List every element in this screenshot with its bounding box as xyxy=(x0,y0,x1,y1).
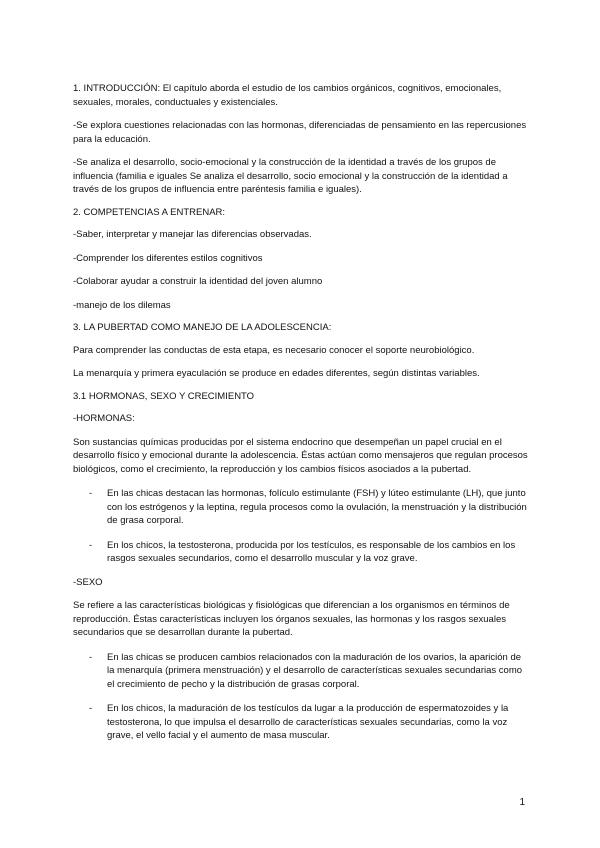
intro-paragraph: 1. INTRODUCCIÓN: El capítulo aborda el estudio de los cambios orgánicos, cognitivos, emocionales, sexuales, morales, conductuales y existenciales. xyxy=(73,83,502,108)
hormonas-paragraph: Son sustancias químicas producidas por el sistema endocrino que desempeñan un papel crucial en el desarrollo físico y emocional durante la adolescencia. Éstas actúan como mensajeros que regulan procesos biológicos, como el crecimiento, la reproducción y los cambios físicos asociados a la pubertad. xyxy=(73,436,528,475)
sexo-heading: -SEXO xyxy=(73,576,103,588)
section-subheading: 3.1 HORMONAS, SEXO Y CRECIMIENTO xyxy=(73,390,255,402)
pubertad-paragraph: La menarquía y primera eyaculación se produce en edades diferentes, según distintas variables. xyxy=(73,368,480,379)
competencia-item: -Comprender los diferentes estilos cognitivos xyxy=(73,252,263,264)
competencias-heading: 2. COMPETENCIAS A ENTRENAR: xyxy=(73,206,226,218)
list-item: - En las chicas se producen cambios relacionados con la maduración de los ovarios, la aparición de la menarquía (primera menstruación) y el desarrollo de características sexuales secundarias como el crecimiento de pecho y la distribución de grasas corporal. xyxy=(73,651,528,692)
sexo-list xyxy=(73,651,528,743)
competencia-item: -Saber, interpretar y manejar las diferencias observadas. xyxy=(73,229,312,240)
document-page xyxy=(73,82,528,743)
competencia-item: -Colaborar ayudar a construir la identidad del joven alumno xyxy=(73,276,323,287)
pubertad-heading: 3. LA PUBERTAD COMO MANEJO DE LA ADOLESCENCIA: xyxy=(73,322,332,333)
hormonas-heading: -HORMONAS: xyxy=(73,413,135,424)
list-item: - En los chicos, la testosterona, producida por los testículos, es responsable de los cambios en los rasgos sexuales secundarios, como el desarrollo muscular y la voz grave. xyxy=(73,539,528,566)
pubertad-paragraph: Para comprender las conductas de esta etapa, es necesario conocer el soporte neurobiológico. xyxy=(73,344,475,356)
sexo-paragraph: Se refiere a las características biológicas y fisiológicas que diferencian a los organismos en términos de reproducción. Éstas características incluyen los órganos sexuales, las hormonas y los rasgos sexuales secundarios que se desarrollan durante la pubertad. xyxy=(73,600,510,638)
hormonas-list xyxy=(73,487,528,566)
list-item: - En los chicos, la maduración de los testículos da lugar a la producción de espermatozoides y la testosterona, lo que impulsa el desarrollo de características sexuales secundarias, como la voz grave, el vello facial y el aumento de masa muscular. xyxy=(73,702,528,743)
competencia-item: -manejo de los dilemas xyxy=(73,299,171,311)
intro-paragraph-hormonas: -Se explora cuestiones relacionadas con las hormonas, diferenciadas de pensamiento en las repercusiones para la educación. xyxy=(73,120,527,145)
intro-paragraph-identidad: -Se analiza el desarrollo, socio-emocional y la construcción de la identidad a través de los grupos de influencia (familia e iguales Se analiza el desarrollo, socio emocional y la construcción de la identidad a través de los grupos de influencia entre paréntesis familia e iguales). xyxy=(73,157,508,195)
list-item: - En las chicas destacan las hormonas, folículo estimulante (FSH) y lúteo estimulante (LH), que junto con los estrógenos y la leptina, regula procesos como la ovulación, la menstruación y la distribución de grasa corporal. xyxy=(73,487,528,528)
page-number: 1 xyxy=(519,797,525,808)
